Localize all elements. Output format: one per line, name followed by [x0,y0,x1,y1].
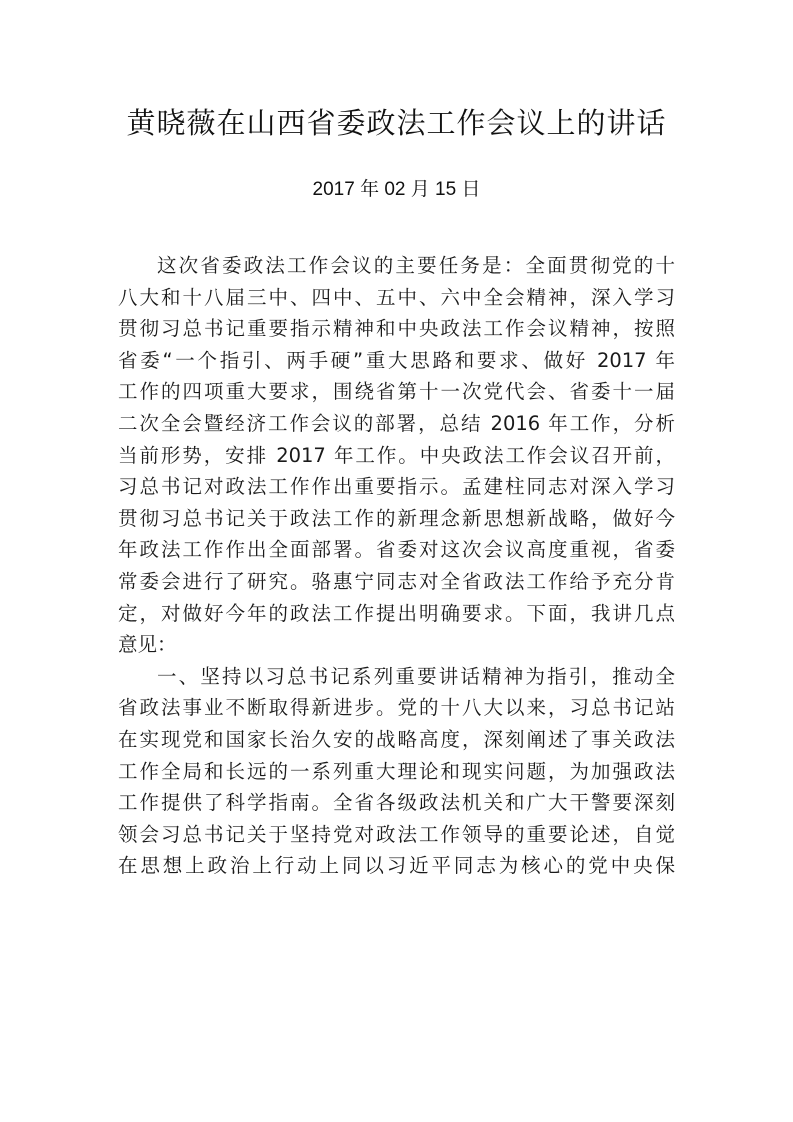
text-line: 定，对做好今年的政法工作提出明确要求。下面，我讲几点 [118,601,675,625]
text-line: 省委“一个指引、两手硬”重大思路和要求、做好 2017 年 [118,348,675,372]
text-line: 这次省委政法工作会议的主要任务是：全面贯彻党的十 [157,254,675,277]
text-line: 年政法工作作出全面部署。省委对这次会议高度重视，省委 [118,538,675,562]
text-line: 贯彻习总书记重要指示精神和中央政法工作会议精神，按照 [118,317,675,341]
text-line: 八大和十八届三中、四中、五中、六中全会精神，深入学习 [118,285,675,309]
section-heading-line: 一、坚持以习总书记系列重要讲话精神为指引，推动全 [157,664,675,688]
text-line: 意见： [118,633,177,657]
text-line: 常委会进行了研究。骆惠宁同志对全省政法工作给予充分肯 [118,569,675,593]
document-title: 黄晓薇在山西省委政法工作会议上的讲话 [126,106,667,140]
document-date: 2017 年 02 月 15 日 [312,179,481,200]
text-line: 习总书记对政法工作作出重要指示。孟建柱同志对深入学习 [118,475,675,499]
text-line: 省政法事业不断取得新进步。党的十八大以来，习总书记站 [118,696,675,720]
document-body [118,250,675,882]
text-line: 当前形势，安排 2017 年工作。中央政法工作会议召开前， [118,443,675,467]
text-line: 在思想上政治上行动上同以习近平同志为核心的党中央保 [118,854,675,878]
text-line: 贯彻习总书记关于政法工作的新理念新思想新战略，做好今 [118,506,675,530]
text-line: 工作的四项重大要求，围绕省第十一次党代会、省委十一届 [118,380,675,404]
text-line: 在实现党和国家长治久安的战略高度，深刻阐述了事关政法 [118,727,675,751]
text-line: 二次全会暨经济工作会议的部署，总结 2016 年工作，分析 [118,411,675,435]
text-line: 工作全局和长远的一系列重大理论和现实问题，为加强政法 [118,759,675,783]
text-line: 领会习总书记关于坚持党对政法工作领导的重要论述，自觉 [118,822,675,846]
text-line: 工作提供了科学指南。全省各级政法机关和广大干警要深刻 [118,791,675,815]
paragraph-intro [118,250,675,661]
paragraph-section-one [118,661,675,882]
